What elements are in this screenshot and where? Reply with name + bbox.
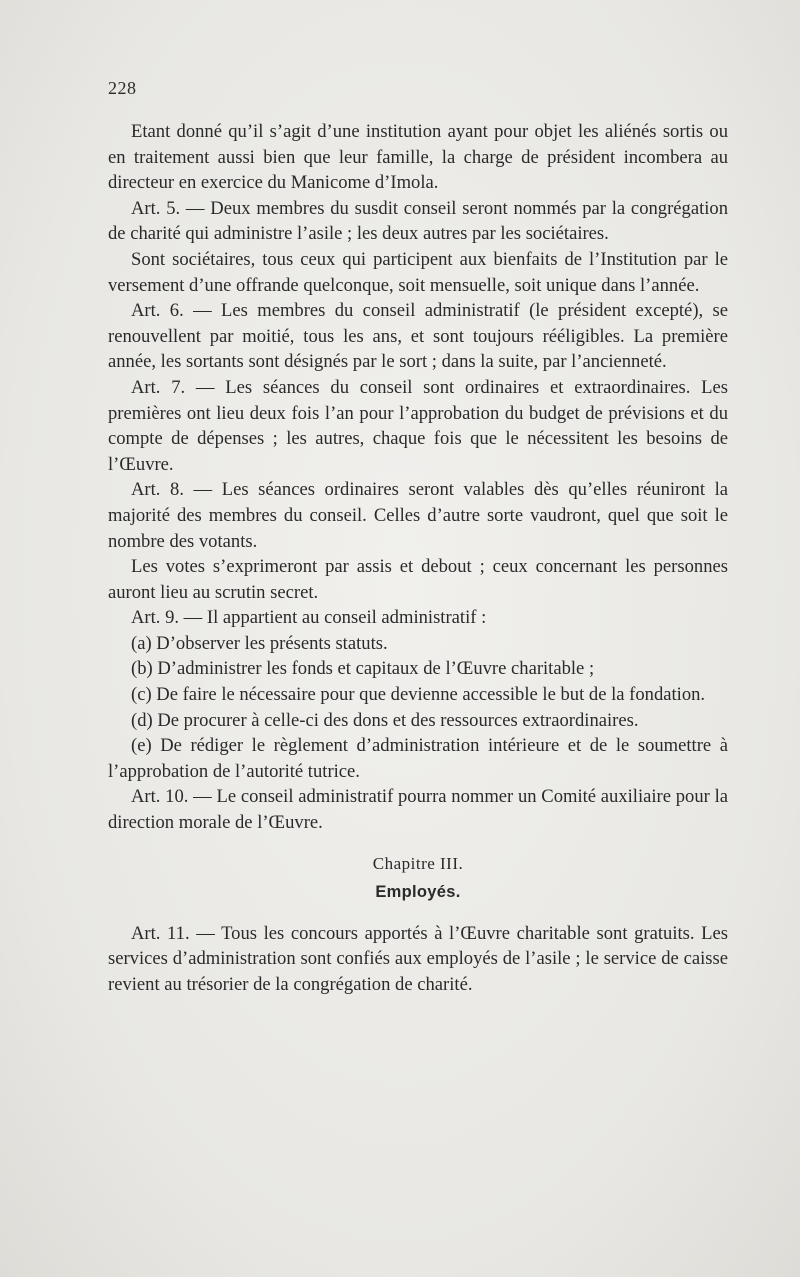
paragraph-art-10: Art. 10. — Le conseil administratif pourra nommer un Comité auxiliaire pour la direction morale de l’Œuvre. [108, 786, 728, 834]
paragraph-art-9: Art. 9. — Il appartient au conseil administratif : [131, 607, 487, 629]
list-item-c: (c) De faire le nécessaire pour que devienne accessible le but de la fondation. [131, 684, 706, 706]
paragraph-societaires: Sont sociétaires, tous ceux qui participent aux bienfaits de l’Institution par le versement d’une offrande quelconque, soit mensuelle, soit unique dans l’année. [108, 248, 728, 296]
paragraph-art-7: Art. 7. — Les séances du conseil sont ordinaires et extraordinaires. Les premières ont lieu deux fois l’an pour l’approbation du budget de prévisions et du compte de dépenses ; les autres, chaque fois que le nécessitent les besoins de l’Œuvre. [108, 376, 728, 475]
chapter-heading: Chapitre III. [372, 853, 464, 873]
list-item-a: (a) D’observer les présents statuts. [131, 632, 388, 654]
list-item-e: (e) De rédiger le règlement d’administration intérieure et de le soumettre à l’approbation de l’autorité tutrice. [108, 735, 728, 782]
page-body [108, 119, 728, 998]
chapter-title: Employés. [375, 883, 461, 902]
paragraph-intro: Etant donné qu’il s’agit d’une institution ayant pour objet les aliénés sortis ou en traitement aussi bien que leur famille, la charge de président incombera au directeur en exercice du Manicome d’Imola. [108, 121, 728, 194]
paragraph-art-8: Art. 8. — Les séances ordinaires seront valables dès qu’elles réuniront la majorité des membres du conseil. Celles d’autre sorte vaudront, quel que soit le nombre des votants. [108, 479, 728, 552]
page-number: 228 [108, 78, 137, 98]
paragraph-votes: Les votes s’exprimeront par assis et debout ; ceux concernant les personnes auront lieu au scrutin secret. [108, 556, 728, 603]
list-item-b: (b) D’administrer les fonds et capitaux de l’Œuvre charitable ; [131, 658, 595, 680]
paragraph-art-5: Art. 5. — Deux membres du susdit conseil seront nommés par la congrégation de charité qui administre l’asile ; les deux autres par les sociétaires. [108, 197, 728, 245]
paragraph-art-11: Art. 11. — Tous les concours apportés à l’Œuvre charitable sont gratuits. Les services d’administration sont confiés aux employés de l’asile ; le service de caisse revient au trésorier de la congrégation de charité. [108, 922, 728, 995]
paragraph-art-6: Art. 6. — Les membres du conseil administratif (le président excepté), se renouvellent par moitié, tous les ans, et sont toujours rééligibles. La première année, les sortants sont désignés par le sort ; dans la suite, par l’ancienneté. [108, 300, 728, 373]
list-item-d: (d) De procurer à celle-ci des dons et des ressources extraordinaires. [131, 709, 639, 731]
